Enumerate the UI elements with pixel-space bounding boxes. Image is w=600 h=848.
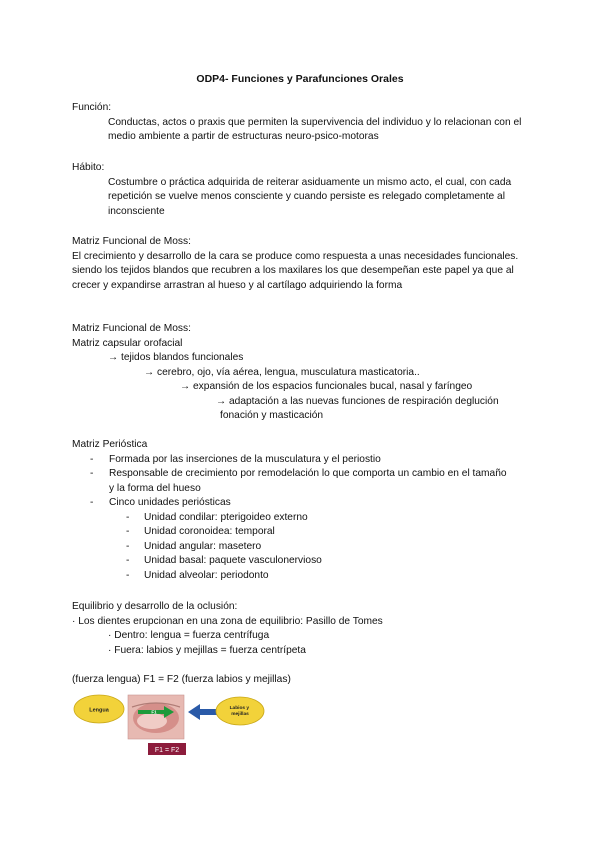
section-funcion xyxy=(72,101,532,145)
list-item: - Unidad condilar: pterigoideo externo xyxy=(72,511,512,526)
list-item: - Unidad basal: paquete vasculonervioso xyxy=(72,554,512,569)
lengua-label: Lengua xyxy=(89,707,109,714)
list-item: - Formada por las inserciones de la musculatura y el periostio xyxy=(72,453,512,468)
equilibrio-line-3: · Fuera: labios y mejillas = fuerza centrípeta xyxy=(108,644,306,656)
moss1-heading: Matriz Funcional de Moss: xyxy=(72,236,191,247)
labios-label: Labios y mejillas xyxy=(229,706,250,717)
section-periostica xyxy=(72,438,512,583)
habito-definition: Costumbre o práctica adquirida de reiterar asiduamente un mismo acto, el cual, con cada repetición se vuelve menos consciente y cuando persiste es relegado completamente al inconsciente xyxy=(108,176,512,217)
funcion-heading: Función: xyxy=(72,102,112,113)
moss2-arrow-4-cont: fonación y masticación xyxy=(220,410,324,421)
moss2-arrow-2: → cerebro, ojo, vía aérea, lengua, musculatura masticatoria.. xyxy=(144,366,420,378)
section-moss-1 xyxy=(72,235,534,293)
equilibrio-line-2: · Dentro: lengua = fuerza centrífuga xyxy=(108,630,270,641)
moss2-arrow-3: → expansión de los espacios funcionales bucal, nasal y faríngeo xyxy=(180,381,473,392)
f1-label: F1 xyxy=(151,709,157,715)
oral-forces-figure xyxy=(72,693,267,757)
funcion-definition: Conductas, actos o praxis que permiten la supervivencia del individuo y lo relacionan con el medio ambiente a partir de estructuras neuro-psico-motoras xyxy=(108,116,522,142)
equilibrio-heading: Equilibrio y desarrollo de la oclusión: xyxy=(72,601,238,612)
section-equilibrio xyxy=(72,600,532,658)
list-item: - Unidad coronoidea: temporal xyxy=(72,525,512,540)
periostica-heading: Matriz Perióstica xyxy=(72,439,148,450)
force-formula: (fuerza lengua) F1 = F2 (fuerza labios y mejillas) xyxy=(72,674,291,685)
periostica-list xyxy=(72,453,512,511)
list-item: - Responsable de crecimiento por remodelación lo que comporta un cambio en el tamaño y la forma del hueso xyxy=(72,467,512,496)
equilibrio-line-1: · Los dientes erupcionan en una zona de equilibrio: Pasillo de Tomes xyxy=(72,615,383,627)
labios-bubble xyxy=(216,697,264,725)
periostica-sublist xyxy=(72,511,512,584)
moss1-text: El crecimiento y desarrollo de la cara se produce como respuesta a unas necesidades funcionales. siendo los tejidos blandos que recubren a los maxilares los que desempeñan este papel ya que al crecer y expandirse arrastran al hueso y al cartílago adquiriendo la forma xyxy=(72,250,519,291)
section-moss-2 xyxy=(72,322,532,422)
caption-label: F1 = F2 xyxy=(154,747,180,754)
list-item: - Cinco unidades periósticas xyxy=(72,496,512,511)
list-item: - Unidad angular: masetero xyxy=(72,540,512,555)
section-habito xyxy=(72,161,532,219)
document-title: ODP4- Funciones y Parafunciones Orales xyxy=(196,73,404,85)
f2-blue-arrow xyxy=(188,704,220,720)
habito-heading: Hábito: xyxy=(72,162,105,173)
moss2-arrow-1: → tejidos blandos funcionales xyxy=(108,352,244,363)
list-item: - Unidad alveolar: periodonto xyxy=(72,569,512,584)
moss2-heading: Matriz Funcional de Moss: xyxy=(72,323,191,334)
moss2-subheading: Matriz capsular orofacial xyxy=(72,337,183,349)
moss2-arrow-4: → adaptación a las nuevas funciones de respiración deglución xyxy=(216,395,499,407)
